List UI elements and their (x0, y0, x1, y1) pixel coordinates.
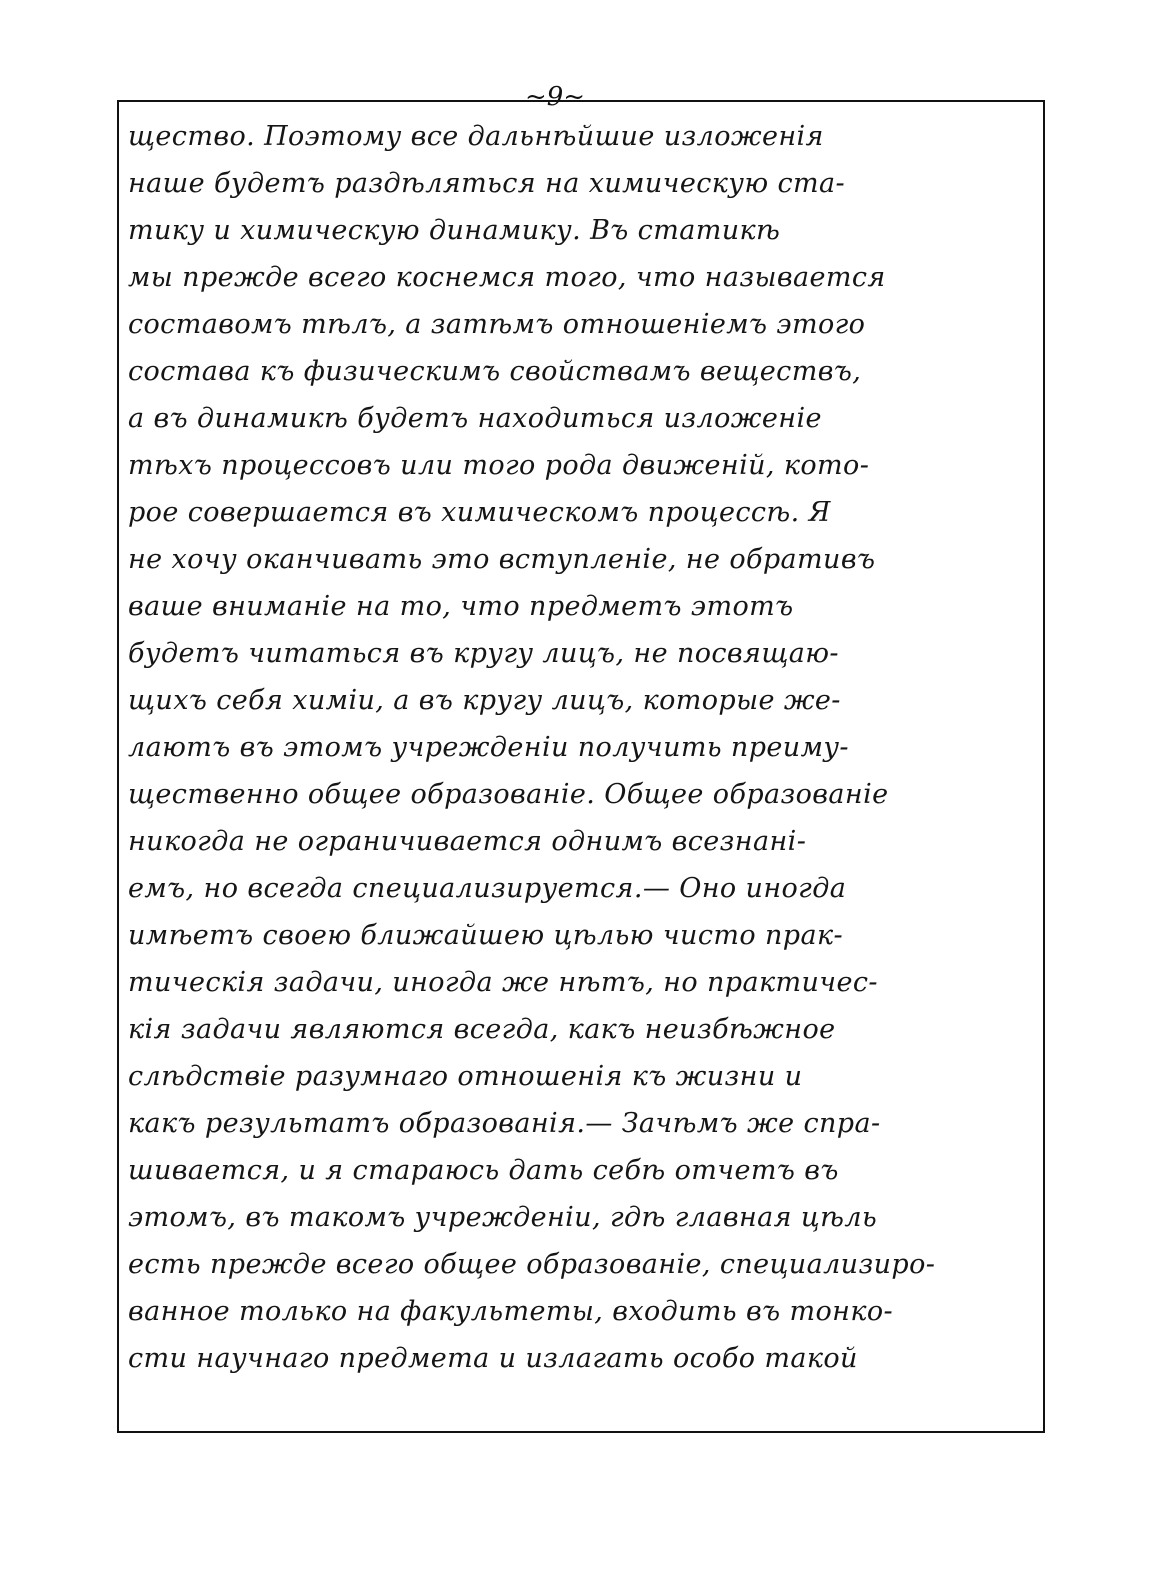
text-line: какъ результатъ образованія.— Зачѣмъ же спра- (128, 1108, 881, 1139)
text-line: этомъ, въ такомъ учрежденіи, гдѣ главная цѣль (128, 1202, 878, 1233)
text-line: щихъ себя химіи, а въ кругу лицъ, которые же- (128, 685, 841, 716)
text-line: рое совершается въ химическомъ процессѣ. Я (128, 497, 831, 528)
text-line: а въ динамикѣ будетъ находиться изложеніе (128, 403, 822, 434)
text-line: щество. Поэтому все дальнѣйшие изложенія (128, 121, 824, 152)
text-line: тику и химическую динамику. Въ статикѣ (128, 215, 781, 246)
text-line: ванное только на факультеты, входить въ тонко- (128, 1296, 894, 1327)
text-line: тѣхъ процессовъ или того рода движеній, кото- (128, 450, 870, 481)
text-line: мы прежде всего коснемся того, что называется (128, 262, 886, 293)
text-line: щественно общее образованіе. Общее образованіе (128, 779, 889, 810)
text-line: имѣетъ своею ближайшею цѣлью чисто прак- (128, 920, 843, 951)
page-number: ~9~ (524, 82, 586, 112)
text-line: будетъ читаться въ кругу лицъ, не посвящаю- (128, 638, 839, 669)
text-line: сти научнаго предмета и излагать особо такой (128, 1343, 858, 1374)
text-line: тическія задачи, иногда же нѣтъ, но практичес- (128, 967, 878, 998)
text-line: есть прежде всего общее образованіе, специализиро- (128, 1249, 936, 1280)
text-line: не хочу оканчивать это вступленіе, не обративъ (128, 544, 876, 575)
text-line: составомъ тѣлъ, а затѣмъ отношеніемъ этого (128, 309, 866, 340)
text-line: ваше вниманіе на то, что предметъ этотъ (128, 591, 794, 622)
text-line: шивается, и я стараюсь дать себѣ отчетъ въ (128, 1155, 839, 1186)
text-line: кія задачи являются всегда, какъ неизбѣжное (128, 1014, 836, 1045)
text-line: слѣдствіе разумнаго отношенія къ жизни и (128, 1061, 803, 1092)
text-line: наше будетъ раздѣляться на химическую ста- (128, 168, 846, 199)
text-line: состава къ физическимъ свойствамъ веществъ, (128, 356, 862, 387)
text-line: лаютъ въ этомъ учрежденіи получить преиму- (128, 732, 849, 763)
text-line: емъ, но всегда специализируется.— Оно иногда (128, 873, 847, 904)
text-line: никогда не ограничивается однимъ всезнані- (128, 826, 807, 857)
